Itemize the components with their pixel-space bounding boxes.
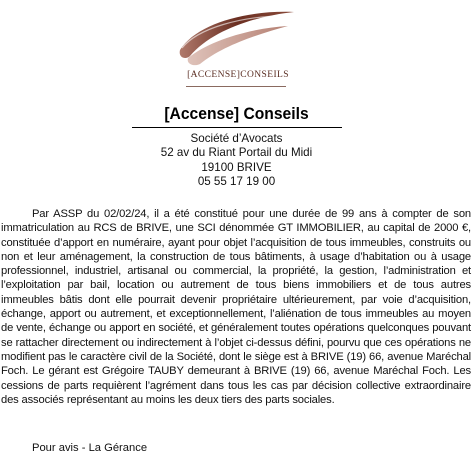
address-line-street: 52 av du Riant Portail du Midi [160, 146, 313, 160]
firm-name-heading: [Accense] Conseils [164, 104, 309, 123]
address-line-type: Société d’Avocats [190, 132, 283, 145]
firm-address-block [0, 132, 473, 190]
swoosh-logo-icon [176, 4, 300, 68]
notice-paragraph: Par ASSP du 02/02/24, il a été constitué pour une durée de 99 ans à compter de son immatriculation au RCS de BRIVE, une SCI dénommée GT IMMOBILIER, au capital de 2000 €, constituée d’apport en numéraire, ayant pour objet l’acquisition de tous immeubles, construits ou non et leur aménagement, la construction de tous bâtiments, à usage d’habitation ou à usage professionnel, industriel, artisanal ou commercial, la propriété, la gestion, l’administration et l’exploitation par bail, location ou autrement de tous biens immobiliers et de tous autres immeubles bâtis dont elle pourrait devenir propriétaire ultérieurement, par voie d’acquisition, échange, apport ou autrement, et exceptionnellement, l’aliénation de tous immeubles au moyen de vente, échange ou apport en société, et généralement toutes opérations quelconques pouvant se rattacher directement ou indirectement à l’objet ci-dessus défini, pourvu que ces opérations ne modifient pas le caractère civil de la Société, dont le siège est à BRIVE (19) 66, avenue Maréchal Foch. Le gérant est Grégoire TAUBY demeurant à BRIVE (19) 66, avenue Maréchal Foch. Les cessions de parts requièrent l’agrément dans tous les cas par décision collective extraordinaire des associés représentant au moins les deux tiers des parts sociales. [1, 208, 471, 406]
notice-signoff: Pour avis - La Gérance [32, 442, 148, 454]
logo-divider [186, 86, 286, 87]
address-line-city: 19100 BRIVE [201, 160, 272, 174]
firm-name-underline [132, 127, 342, 128]
logo-wordmark: [ACCENSE]CONSEILS [187, 70, 289, 80]
notice-body [1, 207, 471, 407]
address-line-phone: 05 55 17 19 00 [197, 175, 276, 189]
